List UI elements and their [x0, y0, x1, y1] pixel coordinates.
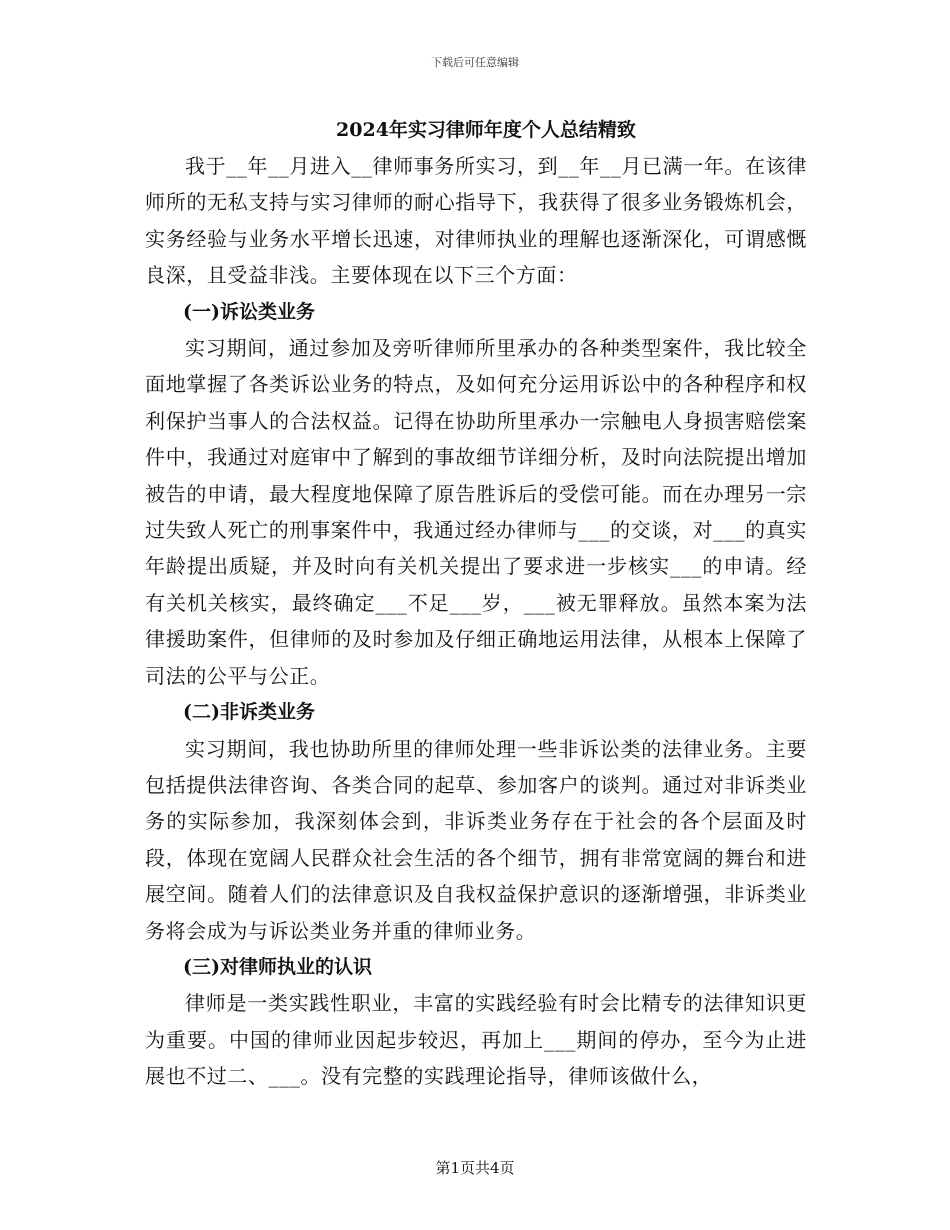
intro-paragraph: 我于__年__月进入__律师事务所实习，到__年__月已满一年。在该律师所的无私支持与实习律师的耐心指导下，我获得了很多业务锻炼机会，实务经验与业务水平增长迅速，对律师执业的理解也逐渐深化，可谓感慨良深，且受益非浅。主要体现在以下三个方面： — [145, 154, 807, 288]
section-paragraph: 实习期间，我也协助所里的律师处理一些非诉讼类的法律业务。主要包括提供法律咨询、各类合同的起草、参加客户的谈判。通过对非诉类业务的实际参加，我深刻体会到，非诉类业务存在于社会的各个层面及时段，体现在宽阔人民群众社会生活的各个细节，拥有非常宽阔的舞台和进展空间。随着人们的法律意识及自我权益保护意识的逐渐增强，非诉类业务将会成为与诉讼类业务并重的律师业务。 — [145, 736, 807, 943]
section-heading: (二)非诉类业务 — [183, 701, 315, 724]
header-note: 下载后可任意编辑 — [431, 56, 519, 69]
section-practice-understanding — [145, 949, 807, 1095]
section-paragraph: 律师是一类实践性职业，丰富的实践经验有时会比精专的法律知识更为重要。中国的律师业因起步较迟，再加上___期间的停办，至今为止进展也不过二、___。没有完整的实践理论指导，律师该做什么， — [145, 991, 807, 1089]
document-body — [145, 114, 807, 1095]
section-heading: (一)诉讼类业务 — [183, 300, 315, 323]
page-indicator: 第1页共4页 — [435, 1159, 515, 1177]
document-title: 2024年实习律师年度个人总结精致 — [336, 119, 636, 141]
section-non-litigation — [145, 694, 807, 949]
section-heading: (三)对律师执业的认识 — [183, 955, 372, 978]
section-paragraph: 实习期间，通过参加及旁听律师所里承办的各种类型案件，我比较全面地掌握了各类诉讼业务的特点，及如何充分运用诉讼中的各种程序和权利保护当事人的合法权益。记得在协助所里承办一宗触电人身损害赔偿案件中，我通过对庭审中了解到的事故细节详细分析，及时向法院提出增加被告的申请，最大程度地保障了原告胜诉后的受偿可能。而在办理另一宗过失致人死亡的刑事案件中，我通过经办律师与___的交谈，对___的真实年龄提出质疑，并及时向有关机关提出了要求进一步核实___的申请。经有关机关核实，最终确定___不足___岁，___被无罪释放。虽然本案为法律援助案件，但律师的及时参加及仔细正确地运用法律，从根本上保障了司法的公平与公正。 — [145, 336, 807, 688]
section-litigation — [145, 294, 807, 694]
